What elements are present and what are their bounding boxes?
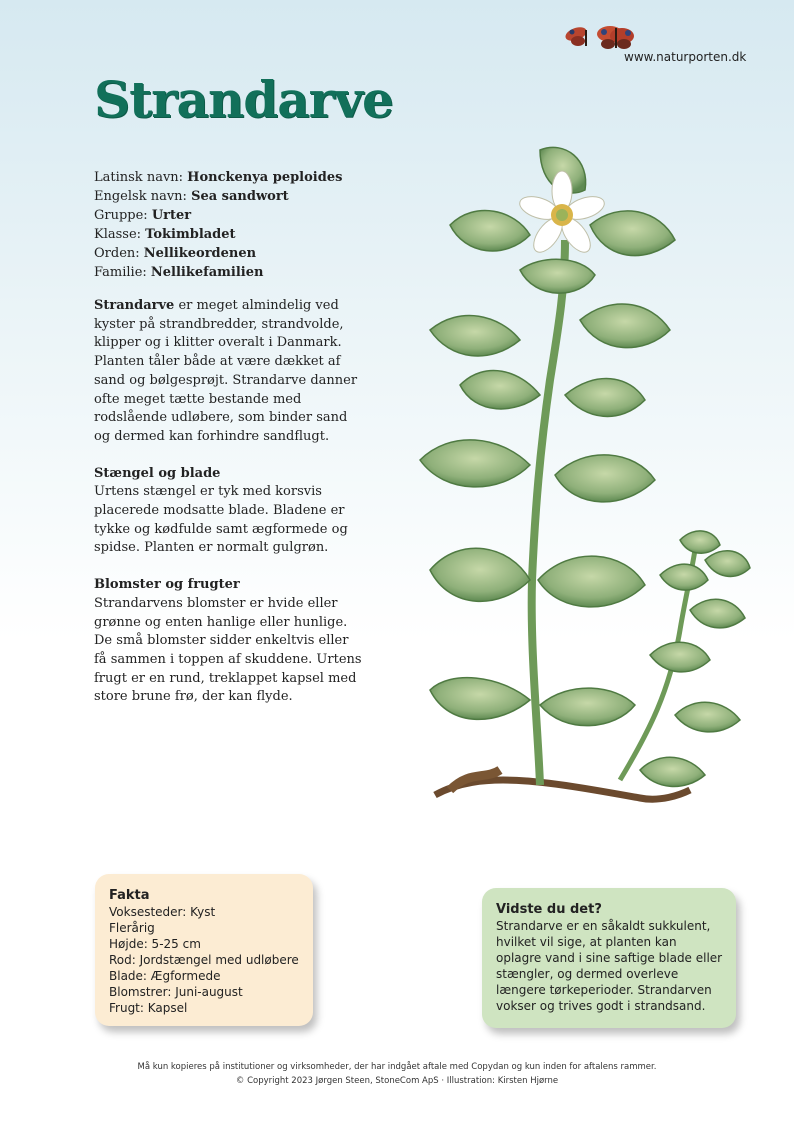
did-you-know-box: [482, 888, 736, 1028]
fakta-line: Flerårig: [109, 921, 155, 935]
taxonomy-row: Latinsk navn: Honckenya peploides: [94, 170, 343, 185]
taxonomy-row: Gruppe: Urter: [94, 208, 192, 223]
fakta-line: Frugt: Kapsel: [109, 1001, 188, 1015]
fakta-line: Blade: Ægformede: [109, 969, 221, 983]
site-url-link[interactable]: www.naturporten.dk: [624, 50, 747, 64]
section-text: Urtens stængel er tyk med korsvis placerede modsatte blade. Bladene er tykke og kødfulde samt ægformede og spidse. Planten er normalt gulgrøn.: [94, 484, 348, 556]
section-heading: Blomster og frugter: [94, 577, 240, 593]
fakta-box: [95, 874, 313, 1026]
taxonomy-list: [94, 168, 342, 282]
section-stem-leaves: [94, 465, 362, 559]
section-heading: Stængel og blade: [94, 465, 221, 481]
article-body: [94, 297, 362, 725]
did-you-know-title: Vidste du det?: [496, 902, 602, 917]
copy-notice: Må kun kopieres på institutioner og virksomheder, der har indgået aftale med Copydan og kun inden for aftalens rammer.: [137, 1062, 657, 1072]
intro-paragraph: Strandarve er meget almindelig ved kyster på strandbredder, strandvolde, klipper og i klitter overalt i Danmark. Planten tåler både at være dækket af sand og bølgesprøjt. Strandarve danner ofte meget tætte bestande med rodslående udløbere, som binder sand og dermed kan forhindre sandflugt.: [94, 298, 358, 444]
copyright-line: © Copyright 2023 Jørgen Steen, StoneCom ApS · Illustration: Kirsten Hjørne: [235, 1076, 559, 1086]
fakta-line: Rod: Jordstængel med udløbere: [109, 953, 299, 967]
taxonomy-row: Engelsk navn: Sea sandwort: [94, 189, 289, 204]
fakta-line: Voksesteder: Kyst: [109, 905, 216, 919]
taxonomy-row: Familie: Nellikefamilien: [94, 265, 264, 280]
page-title: Strandarve: [94, 70, 393, 129]
section-flowers-fruits: [94, 576, 362, 707]
did-you-know-text: Strandarve er en såkaldt sukkulent, hvilket vil sige, at planten kan oplagre vand i sine saftige blade eller stængler, og dermed overleve længere tørkeperioder. Strandarven vokser og trives godt i strandsand.: [496, 919, 723, 1013]
fakta-title: Fakta: [109, 888, 150, 903]
butterfly-icon: [560, 20, 642, 54]
taxonomy-row: Orden: Nellikeordenen: [94, 246, 257, 261]
strandarve-plant-illustration: [390, 130, 770, 830]
fakta-line: Højde: 5-25 cm: [109, 937, 201, 951]
fakta-line: Blomstrer: Juni-august: [109, 985, 243, 999]
taxonomy-row: Klasse: Tokimbladet: [94, 227, 236, 242]
section-text: Strandarvens blomster er hvide eller grønne og enten hanlige eller hunlige. De små blomster sidder enkeltvis eller få sammen i toppen af skuddene. Urtens frugt er en rund, treklappet kapsel med store brune frø, der kan flyde.: [94, 595, 362, 705]
